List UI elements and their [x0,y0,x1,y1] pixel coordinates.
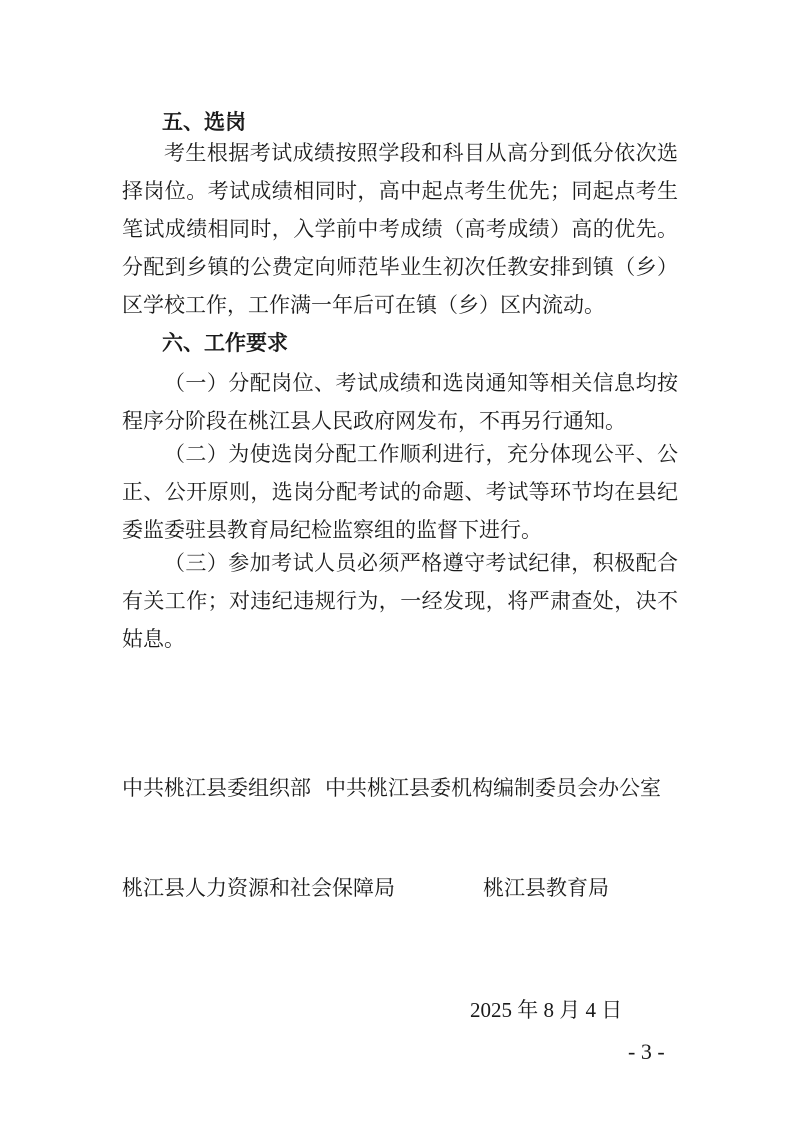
requirement-item-1: （一）分配岗位、考试成绩和选岗通知等相关信息均按程序分阶段在桃江县人民政府网发布，不再另行通知。 [122,371,678,433]
signature-org-organization-dept: 中共桃江县委组织部 [122,776,311,800]
page-number: - 3 - [628,1039,665,1064]
signature-org-staffing-office: 中共桃江县委机构编制委员会办公室 [325,776,661,800]
signature-org-education-bureau: 桃江县教育局 [483,876,609,900]
section-heading-work-requirements: 六、工作要求 [162,331,288,355]
requirement-item-2: （二）为使选岗分配工作顺利进行，充分体现公平、公正、公开原则，选岗分配考试的命题、考试等环节均在县纪委监委驻县教育局纪检监察组的监督下进行。 [122,442,678,542]
signature-org-hr-bureau: 桃江县人力资源和社会保障局 [122,876,395,900]
requirement-item-3: （三）参加考试人员必须严格遵守考试纪律，积极配合有关工作；对违纪违规行为，一经发现，将严肃查处，决不姑息。 [122,551,678,651]
section-heading-job-selection: 五、选岗 [162,110,246,134]
job-selection-paragraph: 考生根据考试成绩按照学段和科目从高分到低分依次选择岗位。考试成绩相同时，高中起点考生优先；同起点考生笔试成绩相同时，入学前中考成绩（高考成绩）高的优先。分配到乡镇的公费定向师范毕业生初次任教安排到镇（乡）区学校工作，工作满一年后可在镇（乡）区内流动。 [122,141,678,317]
document-date: 2025 年 8 月 4 日 [470,998,623,1022]
